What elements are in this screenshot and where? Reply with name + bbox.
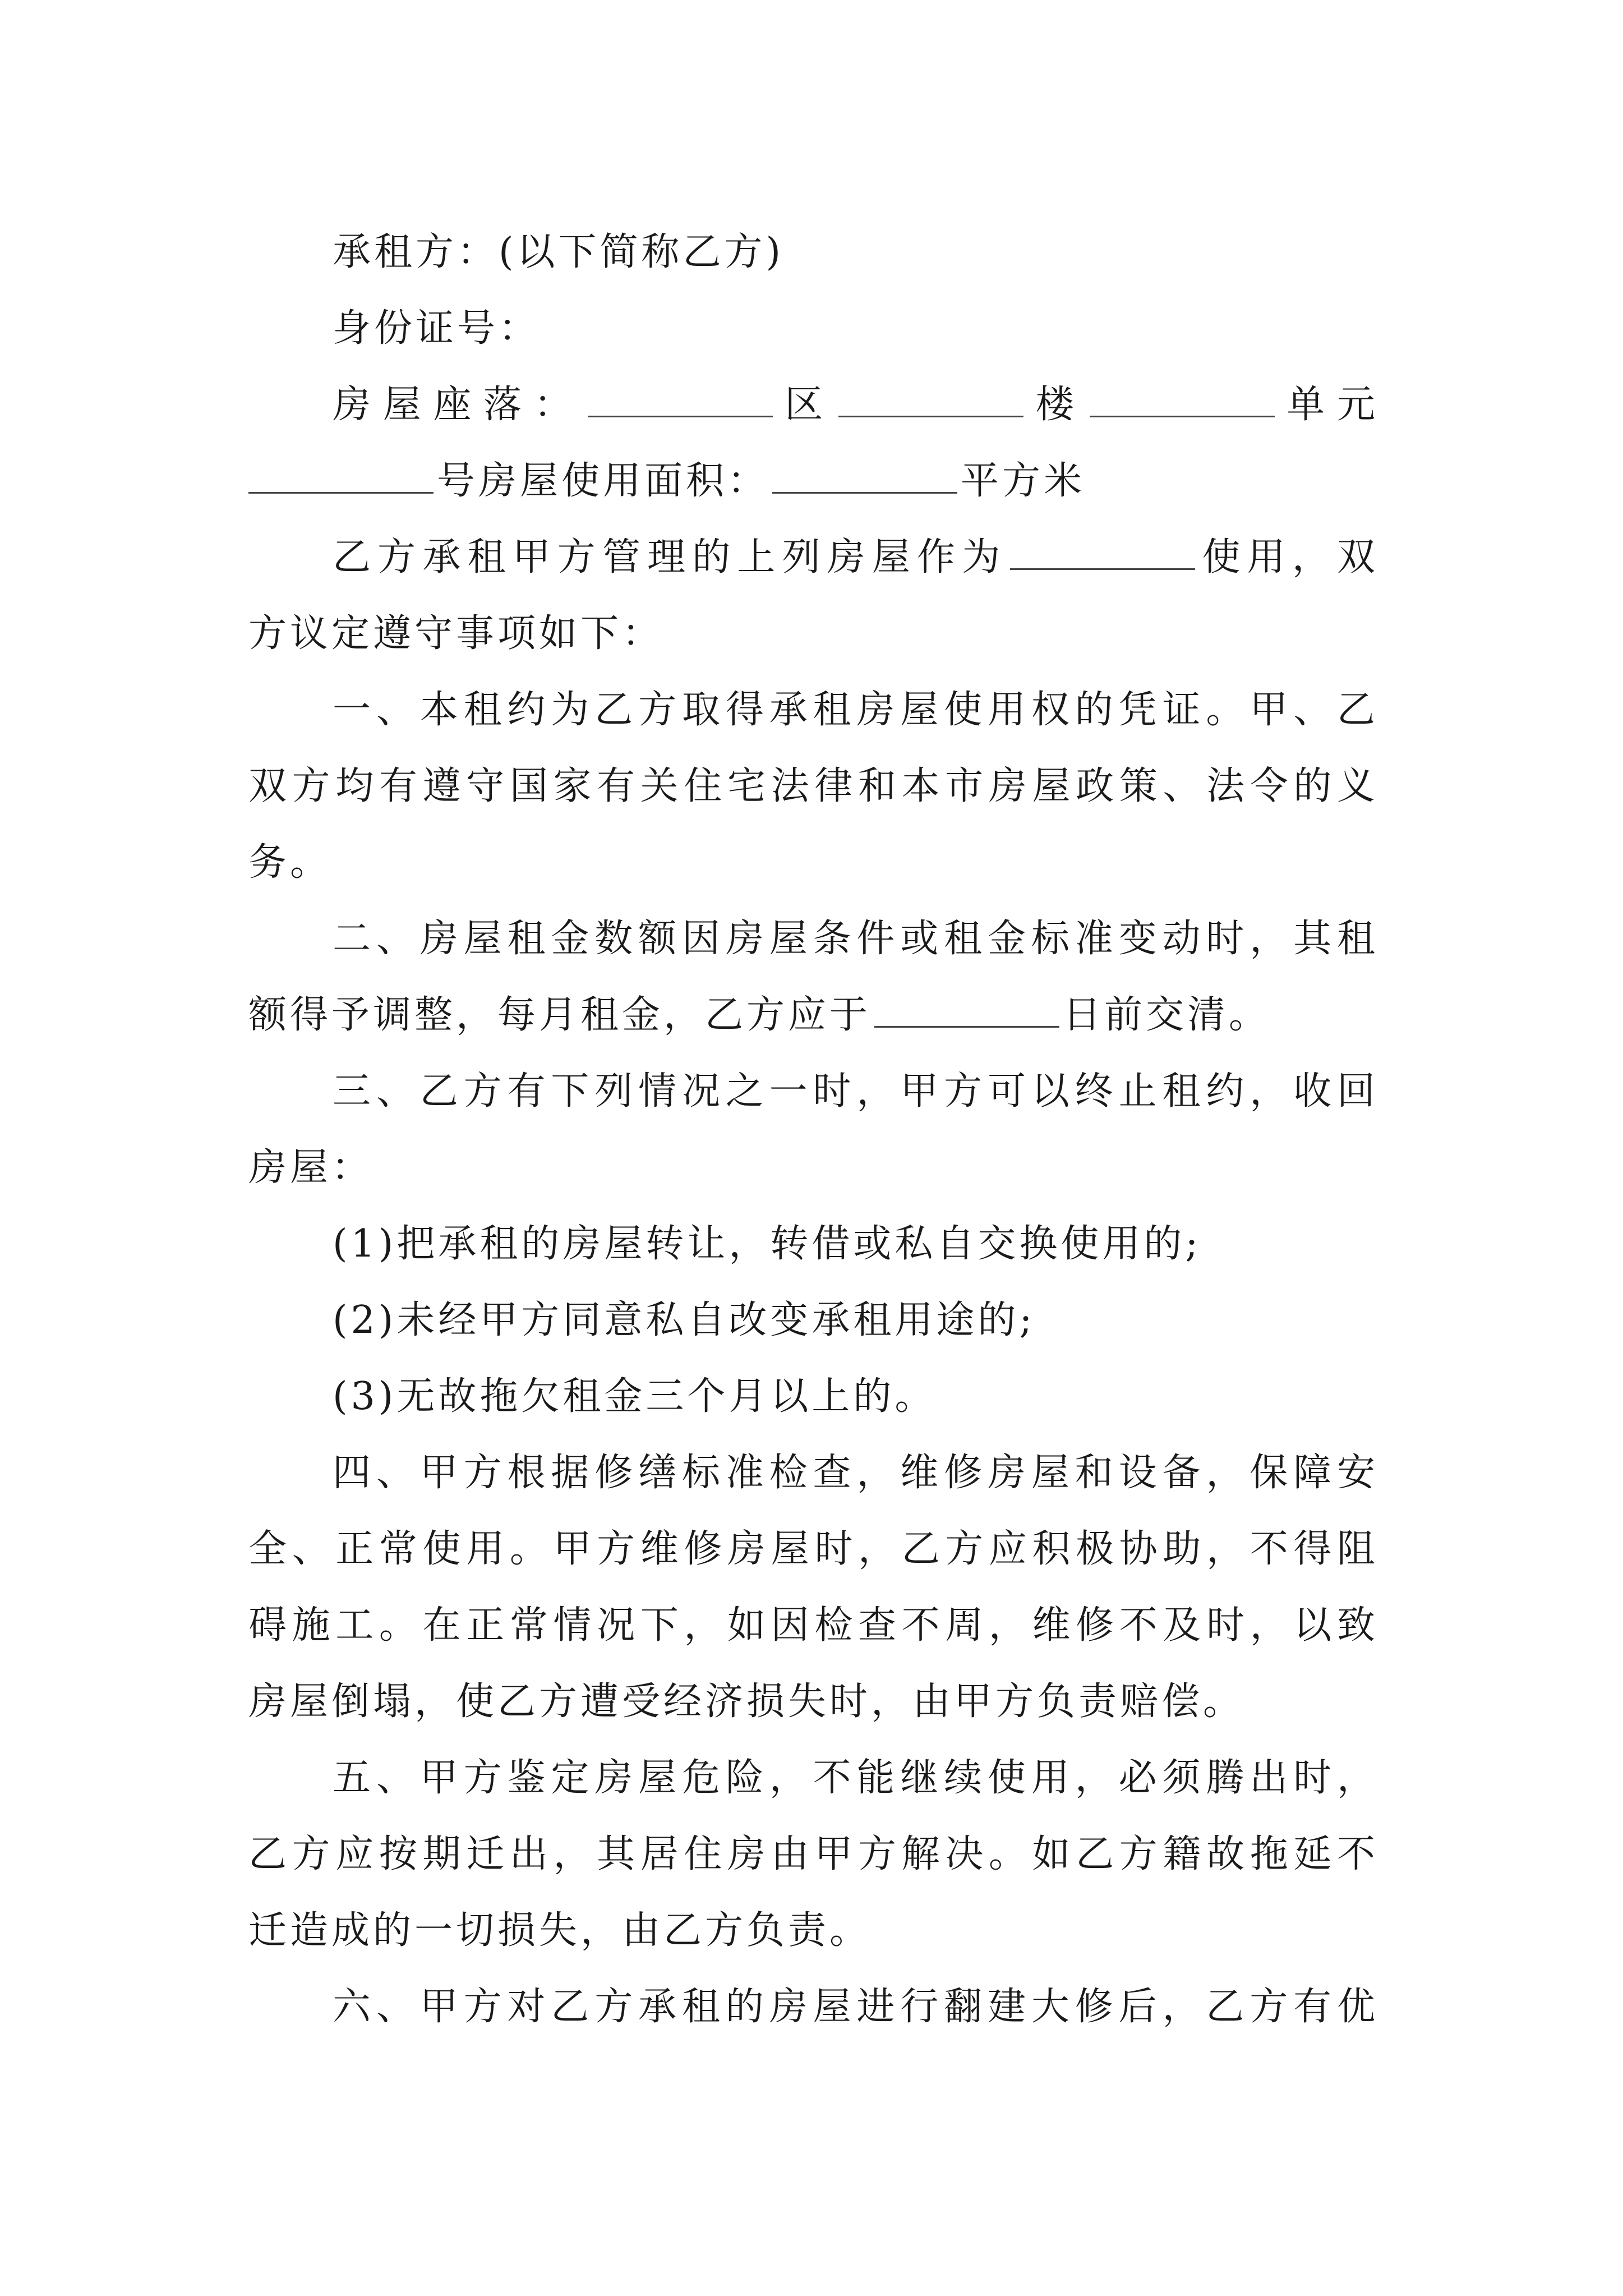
rent-due-suffix: 日前交清。 — [1063, 993, 1271, 1037]
purpose-line-2: 方议定遵守事项如下： — [248, 611, 664, 656]
room-blank — [248, 491, 434, 494]
building-blank — [838, 415, 1023, 417]
area-blank — [772, 491, 957, 494]
clause4-line-3: 碍施工。在正常情况下，如因检查不周，维修不及时，以致 — [248, 1603, 1378, 1648]
clause6-line-1: 六、甲方对乙方承租的房屋进行翻建大修后，乙方有优 — [333, 1985, 1378, 2029]
location-label: 房屋座落： — [333, 383, 584, 427]
clause4-line-2: 全、正常使用。甲方维修房屋时，乙方应积极协助，不得阻 — [248, 1527, 1378, 1571]
document-page — [248, 214, 1378, 2045]
clause3-item-1: (1)把承租的房屋转让，转借或私自交换使用的; — [333, 1222, 1202, 1266]
area-unit: 平方米 — [961, 459, 1086, 503]
id-number-line: 身份证号： — [333, 306, 541, 351]
clause4-line-4: 房屋倒塌，使乙方遭受经济损失时，由甲方负责赔偿。 — [248, 1680, 1245, 1724]
purpose-blank — [1010, 568, 1195, 570]
clause3-line-2: 房屋： — [248, 1145, 374, 1190]
clause2-line-2 — [248, 977, 1378, 1053]
rent-due-prefix: 额得予调整，每月租金，乙方应于 — [248, 993, 872, 1037]
purpose-line — [248, 519, 1378, 596]
clause1-line-1: 一、本租约为乙方取得承租房屋使用权的凭证。甲、乙 — [333, 688, 1378, 732]
room-area-line — [248, 443, 1378, 519]
clause4-line-1: 四、甲方根据修缮标准检查，维修房屋和设备，保障安 — [333, 1451, 1378, 1495]
district-blank — [588, 415, 773, 417]
room-suffix: 号房屋使用面积： — [437, 459, 769, 503]
clause5-line-3: 迁造成的一切损失，由乙方负责。 — [248, 1908, 872, 1953]
lessee-line: 承租方：(以下简称乙方) — [333, 230, 785, 274]
location-line — [248, 367, 1378, 443]
building-suffix: 楼 — [1027, 383, 1086, 427]
district-suffix: 区 — [776, 383, 836, 427]
clause1-line-3: 务。 — [248, 840, 332, 885]
purpose-prefix: 乙方承租甲方管理的上列房屋作为 — [333, 535, 1007, 579]
purpose-suffix: 使用，双 — [1198, 535, 1378, 579]
clause3-line-1: 三、乙方有下列情况之一时，甲方可以终止租约，收回 — [333, 1069, 1378, 1114]
clause2-line-1: 二、房屋租金数额因房屋条件或租金标准变动时，其租 — [333, 917, 1378, 961]
unit-suffix: 单元 — [1278, 383, 1378, 427]
unit-blank — [1090, 415, 1275, 417]
clause3-item-3: (3)无故拖欠租金三个月以上的。 — [333, 1374, 937, 1419]
clause3-item-2: (2)未经甲方同意私自改变承租用途的; — [333, 1298, 1036, 1342]
clause5-line-1: 五、甲方鉴定房屋危险，不能继续使用，必须腾出时， — [333, 1756, 1378, 1800]
rent-due-blank — [874, 1025, 1059, 1028]
clause1-line-2: 双方均有遵守国家有关住宅法律和本市房屋政策、法令的义 — [248, 764, 1378, 808]
clause5-line-2: 乙方应按期迁出，其居住房由甲方解决。如乙方籍故拖延不 — [248, 1832, 1378, 1876]
